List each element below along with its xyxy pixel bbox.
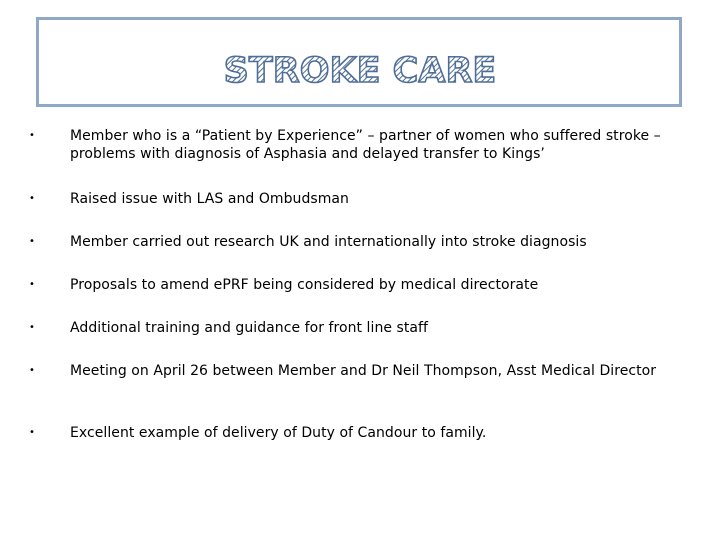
slide-title: STROKE CARE [223, 51, 497, 91]
bullet-marker: • [29, 427, 35, 438]
bullet-marker: • [29, 365, 35, 376]
bullet-marker: • [29, 322, 35, 333]
bullet-text: Meeting on April 26 between Member and Dr Neil Thompson, Asst Medical Director [70, 363, 657, 379]
bullet-text: Member who is a “Patient by Experience” – partner of women who suffered stroke – problems with diagnosis of Asphasia and delayed transfer to Kings’ [70, 128, 661, 162]
bullet-marker: • [29, 130, 35, 141]
bullet-text: Additional training and guidance for front line staff [70, 320, 428, 336]
bullet-marker: • [29, 279, 35, 290]
bullet-marker: • [29, 236, 35, 247]
bullet-text: Proposals to amend ePRF being considered by medical directorate [70, 277, 539, 293]
bullet-text: Excellent example of delivery of Duty of Candour to family. [70, 425, 487, 441]
bullet-text: Member carried out research UK and internationally into stroke diagnosis [70, 234, 587, 250]
bullet-text: Raised issue with LAS and Ombudsman [70, 191, 349, 207]
bullet-marker: • [29, 193, 35, 204]
